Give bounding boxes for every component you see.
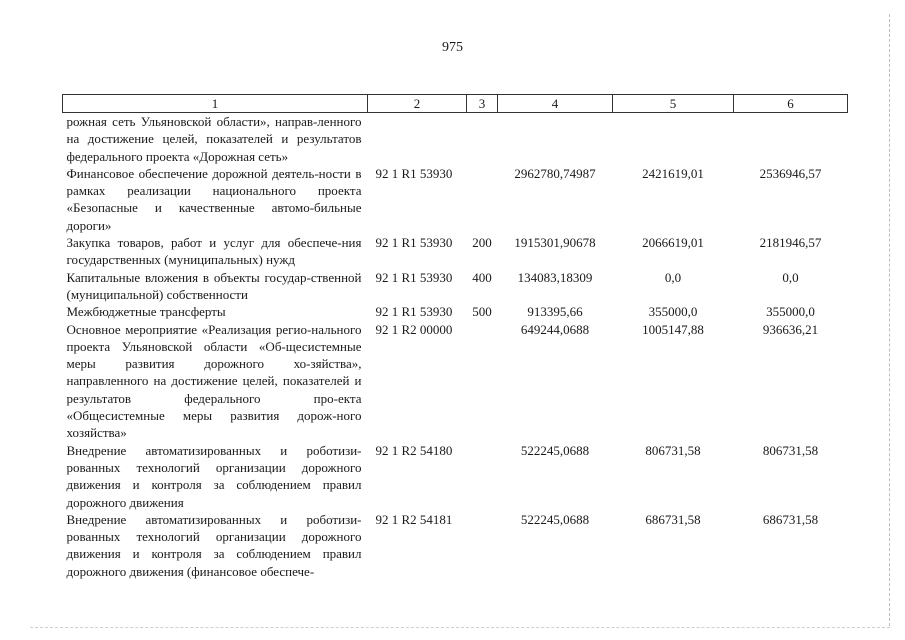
- column-header-amount-3: 6: [734, 95, 848, 113]
- row-amount-1: 134083,18309: [517, 269, 593, 285]
- column-header-amount-1: 4: [498, 95, 613, 113]
- row-expense-type: 200: [472, 235, 492, 251]
- row-expense-type: [467, 321, 498, 442]
- row-name: Внедрение автоматизированных и роботизи-рованных технологий организации дорожного движения и контроля за соблюдением правил дорожного движения (финансовое обеспече-: [66, 511, 362, 579]
- row-amount-3: 686731,58: [762, 511, 819, 527]
- table-header-row: [63, 95, 848, 113]
- row-amount-3: 0,0: [782, 269, 799, 285]
- row-expense-type: [467, 113, 498, 165]
- row-amount-2: 0,0: [664, 269, 682, 285]
- row-amount-2: 686731,58: [645, 511, 701, 527]
- row-code: 92 1 R1 53930: [375, 235, 453, 251]
- row-code: 92 1 R1 53930: [375, 304, 453, 320]
- row-amount-2: 2066619,01: [642, 235, 704, 251]
- row-expense-type: [467, 442, 498, 511]
- budget-table: [62, 94, 848, 580]
- table-row: [63, 442, 848, 511]
- table-row: [63, 234, 848, 269]
- row-amount-3: [734, 113, 848, 165]
- row-amount-1: 1915301,90678: [514, 235, 596, 251]
- scan-edge-right: [889, 14, 890, 626]
- column-header-name: 1: [63, 95, 368, 113]
- row-amount-3: 2536946,57: [759, 165, 822, 181]
- row-amount-2: 806731,58: [645, 442, 701, 458]
- table-row: [63, 303, 848, 320]
- column-header-amount-2: 5: [613, 95, 734, 113]
- row-amount-1: [498, 113, 613, 165]
- column-header-expense-type: 3: [467, 95, 498, 113]
- row-amount-3: 806731,58: [762, 442, 819, 458]
- table-row: [63, 113, 848, 165]
- row-amount-1: 649244,0688: [520, 321, 590, 337]
- row-name: рожная сеть Ульяновской области», направ-ленного на достижение целей, показателей и результатов федерального проекта «Дорожная сеть»: [66, 114, 362, 164]
- scan-edge-bottom: [30, 627, 890, 628]
- row-expense-type: 400: [472, 269, 492, 285]
- row-expense-type: [467, 165, 498, 234]
- row-code: 92 1 R2 00000: [375, 321, 453, 337]
- row-code: 92 1 R1 53930: [375, 165, 453, 181]
- row-code: [368, 113, 467, 165]
- row-code: 92 1 R2 54180: [375, 442, 453, 458]
- row-amount-3: 355000,0: [766, 304, 815, 320]
- table-row: [63, 321, 848, 442]
- row-code: 92 1 R2 54181: [375, 511, 453, 527]
- row-name: Основное мероприятие «Реализация регио-нального проекта Ульяновской области «Об-щесистемные меры развития дорожного хо-зяйства», направленного на достижение целей, показателей и результатов федерального про-екта «Общесистемные меры развития дорож-ного хозяйства»: [66, 321, 362, 441]
- row-amount-2: 355000,0: [648, 304, 698, 320]
- table-row: [63, 511, 848, 580]
- row-amount-1: 522245,0688: [520, 442, 590, 458]
- row-amount-3: 2181946,57: [759, 235, 822, 251]
- row-name: Закупка товаров, работ и услуг для обеспече-ния государственных (муниципальных) нужд: [66, 235, 362, 268]
- row-amount-2: [613, 113, 734, 165]
- row-name: Внедрение автоматизированных и роботизи-рованных технологий организации дорожного движения и контроля за соблюдением правил дорожного движения: [66, 442, 362, 510]
- row-amount-1: 522245,0688: [520, 511, 590, 527]
- row-name: Финансовое обеспечение дорожной деятель-ности в рамках реализации национального проекта «Безопасные и качественные автомо-бильные дороги»: [66, 165, 362, 233]
- table-row: [63, 165, 848, 234]
- row-expense-type: 500: [472, 304, 492, 320]
- row-amount-3: 936636,21: [762, 321, 819, 337]
- row-amount-1: 913395,66: [527, 304, 583, 320]
- table-row: [63, 269, 848, 304]
- row-amount-2: 2421619,01: [642, 165, 704, 181]
- column-header-code: 2: [368, 95, 467, 113]
- page-number: 975: [442, 40, 463, 55]
- row-amount-1: 2962780,74987: [514, 165, 596, 181]
- row-name: Капитальные вложения в объекты государ-ственной (муниципальной) собственности: [66, 269, 362, 302]
- row-expense-type: [467, 511, 498, 580]
- row-amount-2: 1005147,88: [642, 321, 704, 337]
- row-code: 92 1 R1 53930: [375, 269, 453, 285]
- row-name: Межбюджетные трансферты: [66, 304, 226, 320]
